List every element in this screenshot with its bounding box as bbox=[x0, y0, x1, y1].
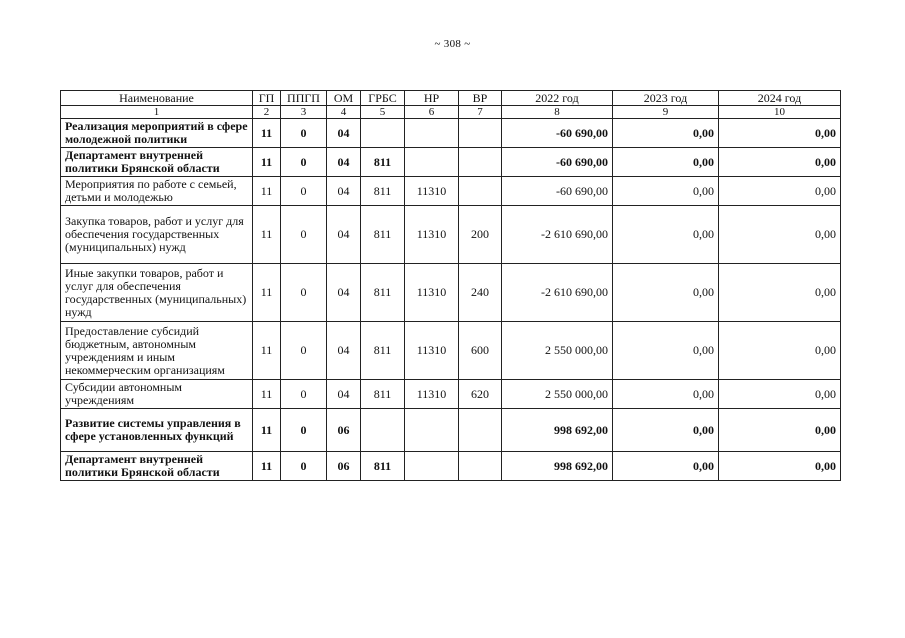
cell-om: 04 bbox=[327, 148, 361, 177]
cell-2022: 2 550 000,00 bbox=[502, 322, 613, 380]
column-number: 9 bbox=[613, 106, 719, 119]
cell-grbs: 811 bbox=[361, 177, 405, 206]
cell-vr: 600 bbox=[459, 322, 502, 380]
cell-name: Реализация мероприятий в сфере молодежной политики bbox=[61, 119, 253, 148]
cell-om: 04 bbox=[327, 206, 361, 264]
cell-nr: 11310 bbox=[405, 380, 459, 409]
cell-gp: 11 bbox=[253, 119, 281, 148]
column-number: 7 bbox=[459, 106, 502, 119]
cell-name: Департамент внутренней политики Брянской области bbox=[61, 148, 253, 177]
column-number: 6 bbox=[405, 106, 459, 119]
cell-nr: 11310 bbox=[405, 264, 459, 322]
cell-ppgp: 0 bbox=[281, 206, 327, 264]
cell-om: 04 bbox=[327, 177, 361, 206]
cell-2024: 0,00 bbox=[719, 177, 841, 206]
cell-name: Закупка товаров, работ и услуг для обеспечения государственных (муниципальных) нужд bbox=[61, 206, 253, 264]
cell-grbs: 811 bbox=[361, 452, 405, 481]
header-2022: 2022 год bbox=[502, 91, 613, 106]
header-gp: ГП bbox=[253, 91, 281, 106]
table-row bbox=[61, 148, 841, 177]
cell-name: Развитие системы управления в сфере установленных функций bbox=[61, 409, 253, 452]
cell-name: Департамент внутренней политики Брянской области bbox=[61, 452, 253, 481]
cell-name: Иные закупки товаров, работ и услуг для обеспечения государственных (муниципальных) нужд bbox=[61, 264, 253, 322]
table-row bbox=[61, 119, 841, 148]
cell-om: 06 bbox=[327, 409, 361, 452]
cell-2022: -60 690,00 bbox=[502, 148, 613, 177]
cell-grbs bbox=[361, 409, 405, 452]
table-row bbox=[61, 322, 841, 380]
page-number: ~ 308 ~ bbox=[434, 38, 471, 50]
cell-2022: -2 610 690,00 bbox=[502, 206, 613, 264]
cell-2022: -2 610 690,00 bbox=[502, 264, 613, 322]
cell-2024: 0,00 bbox=[719, 380, 841, 409]
cell-ppgp: 0 bbox=[281, 452, 327, 481]
cell-nr bbox=[405, 452, 459, 481]
cell-gp: 11 bbox=[253, 409, 281, 452]
column-number: 1 bbox=[61, 106, 253, 119]
cell-2023: 0,00 bbox=[613, 206, 719, 264]
cell-om: 04 bbox=[327, 322, 361, 380]
cell-om: 06 bbox=[327, 452, 361, 481]
cell-ppgp: 0 bbox=[281, 409, 327, 452]
table-row bbox=[61, 452, 841, 481]
cell-2023: 0,00 bbox=[613, 148, 719, 177]
cell-grbs: 811 bbox=[361, 380, 405, 409]
cell-vr bbox=[459, 177, 502, 206]
cell-2023: 0,00 bbox=[613, 409, 719, 452]
cell-2023: 0,00 bbox=[613, 119, 719, 148]
cell-nr bbox=[405, 409, 459, 452]
table-row bbox=[61, 206, 841, 264]
header-nr: НР bbox=[405, 91, 459, 106]
header-grbs: ГРБС bbox=[361, 91, 405, 106]
cell-2024: 0,00 bbox=[719, 148, 841, 177]
cell-ppgp: 0 bbox=[281, 119, 327, 148]
cell-ppgp: 0 bbox=[281, 322, 327, 380]
header-vr: ВР bbox=[459, 91, 502, 106]
cell-ppgp: 0 bbox=[281, 177, 327, 206]
cell-2024: 0,00 bbox=[719, 206, 841, 264]
column-number: 10 bbox=[719, 106, 841, 119]
cell-2022: 998 692,00 bbox=[502, 409, 613, 452]
header-row bbox=[61, 91, 841, 106]
cell-ppgp: 0 bbox=[281, 148, 327, 177]
cell-2024: 0,00 bbox=[719, 322, 841, 380]
header-2023: 2023 год bbox=[613, 91, 719, 106]
cell-vr bbox=[459, 452, 502, 481]
cell-2024: 0,00 bbox=[719, 264, 841, 322]
cell-grbs: 811 bbox=[361, 322, 405, 380]
cell-nr bbox=[405, 119, 459, 148]
table-row bbox=[61, 380, 841, 409]
column-number: 8 bbox=[502, 106, 613, 119]
table-row bbox=[61, 177, 841, 206]
cell-nr: 11310 bbox=[405, 322, 459, 380]
cell-gp: 11 bbox=[253, 322, 281, 380]
cell-2023: 0,00 bbox=[613, 322, 719, 380]
cell-gp: 11 bbox=[253, 452, 281, 481]
cell-name: Субсидии автономным учреждениям bbox=[61, 380, 253, 409]
cell-grbs: 811 bbox=[361, 148, 405, 177]
cell-nr: 11310 bbox=[405, 206, 459, 264]
cell-name: Мероприятия по работе с семьей, детьми и молодежью bbox=[61, 177, 253, 206]
column-number-row bbox=[61, 106, 841, 119]
cell-2022: -60 690,00 bbox=[502, 177, 613, 206]
cell-vr: 240 bbox=[459, 264, 502, 322]
cell-ppgp: 0 bbox=[281, 264, 327, 322]
cell-om: 04 bbox=[327, 119, 361, 148]
cell-om: 04 bbox=[327, 380, 361, 409]
cell-2024: 0,00 bbox=[719, 452, 841, 481]
cell-nr bbox=[405, 148, 459, 177]
cell-gp: 11 bbox=[253, 148, 281, 177]
table-row bbox=[61, 409, 841, 452]
header-ppgp: ППГП bbox=[281, 91, 327, 106]
table-row bbox=[61, 264, 841, 322]
cell-2023: 0,00 bbox=[613, 177, 719, 206]
cell-gp: 11 bbox=[253, 380, 281, 409]
column-number: 4 bbox=[327, 106, 361, 119]
cell-2023: 0,00 bbox=[613, 452, 719, 481]
column-number: 5 bbox=[361, 106, 405, 119]
cell-gp: 11 bbox=[253, 177, 281, 206]
cell-2024: 0,00 bbox=[719, 119, 841, 148]
cell-2022: 998 692,00 bbox=[502, 452, 613, 481]
cell-grbs bbox=[361, 119, 405, 148]
cell-vr bbox=[459, 409, 502, 452]
cell-2024: 0,00 bbox=[719, 409, 841, 452]
cell-vr: 620 bbox=[459, 380, 502, 409]
cell-om: 04 bbox=[327, 264, 361, 322]
header-2024: 2024 год bbox=[719, 91, 841, 106]
column-number: 3 bbox=[281, 106, 327, 119]
cell-name: Предоставление субсидий бюджетным, автономным учреждениям и иным некоммерческим организациям bbox=[61, 322, 253, 380]
cell-gp: 11 bbox=[253, 206, 281, 264]
cell-vr bbox=[459, 119, 502, 148]
cell-gp: 11 bbox=[253, 264, 281, 322]
cell-2023: 0,00 bbox=[613, 264, 719, 322]
cell-grbs: 811 bbox=[361, 264, 405, 322]
cell-ppgp: 0 bbox=[281, 380, 327, 409]
column-number: 2 bbox=[253, 106, 281, 119]
budget-table bbox=[60, 90, 841, 481]
cell-2022: -60 690,00 bbox=[502, 119, 613, 148]
cell-2023: 0,00 bbox=[613, 380, 719, 409]
cell-vr bbox=[459, 148, 502, 177]
cell-vr: 200 bbox=[459, 206, 502, 264]
header-name: Наименование bbox=[61, 91, 253, 106]
header-om: ОМ bbox=[327, 91, 361, 106]
cell-grbs: 811 bbox=[361, 206, 405, 264]
cell-nr: 11310 bbox=[405, 177, 459, 206]
table-body bbox=[61, 119, 841, 481]
cell-2022: 2 550 000,00 bbox=[502, 380, 613, 409]
